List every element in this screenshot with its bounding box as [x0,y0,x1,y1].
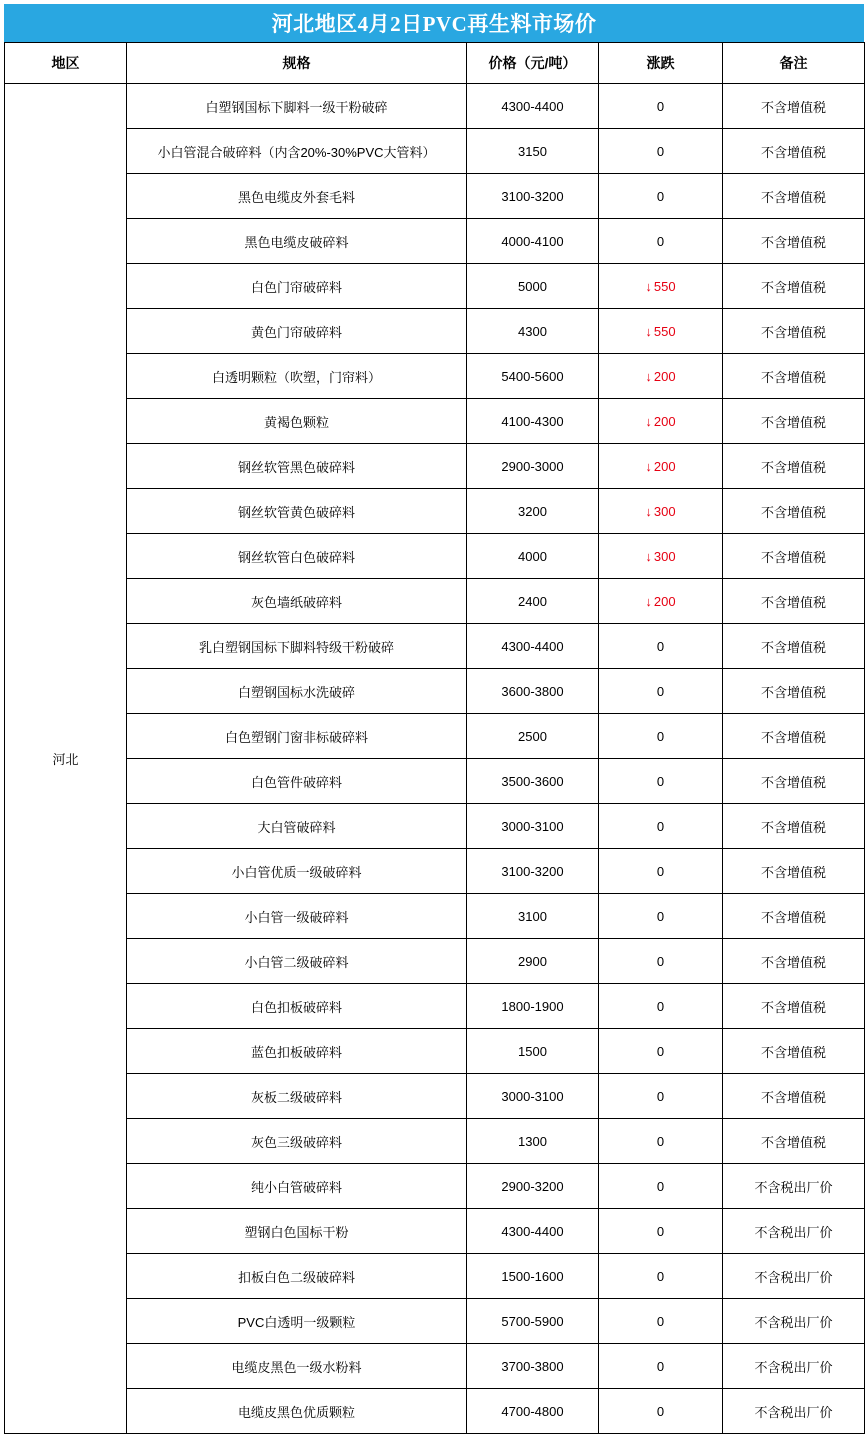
change-value: 300 [653,548,676,564]
price-cell: 3200 [467,489,599,534]
table-row [5,489,865,534]
note-cell: 不含增值税 [723,939,865,984]
change-cell [599,714,723,759]
spec-cell: 钢丝软管黄色破碎料 [127,489,467,534]
change-cell [599,1254,723,1299]
spec-cell: 白色门帘破碎料 [127,264,467,309]
table-row [5,939,865,984]
spec-cell: 小白管混合破碎料（内含20%-30%PVC大管料） [127,129,467,174]
spec-cell: PVC白透明一级颗粒 [127,1299,467,1344]
change-cell [599,489,723,534]
table-row [5,804,865,849]
change-value: 200 [653,593,676,609]
note-cell: 不含增值税 [723,1074,865,1119]
spec-cell: 白色塑钢门窗非标破碎料 [127,714,467,759]
spec-cell: 小白管优质一级破碎料 [127,849,467,894]
spec-cell: 纯小白管破碎料 [127,1164,467,1209]
note-cell: 不含增值税 [723,849,865,894]
note-cell: 不含增值税 [723,579,865,624]
arrow-down-icon: ↓ [645,458,652,474]
spec-cell: 灰色三级破碎料 [127,1119,467,1164]
table-row [5,84,865,129]
table-row [5,129,865,174]
table-row [5,759,865,804]
region-cell: 河北 [5,84,127,1434]
price-cell: 3500-3600 [467,759,599,804]
table-row [5,1209,865,1254]
table-row [5,894,865,939]
note-cell: 不含增值税 [723,804,865,849]
spec-cell: 钢丝软管白色破碎料 [127,534,467,579]
table-row [5,714,865,759]
note-cell: 不含增值税 [723,669,865,714]
price-cell: 1800-1900 [467,984,599,1029]
spec-cell: 灰板二级破碎料 [127,1074,467,1119]
change-value: 0 [656,1043,665,1059]
spec-cell: 白色扣板破碎料 [127,984,467,1029]
change-value: 0 [656,1403,665,1419]
spec-cell: 电缆皮黑色优质颗粒 [127,1389,467,1434]
change-value: 300 [653,503,676,519]
table-row [5,849,865,894]
price-cell: 2900-3200 [467,1164,599,1209]
arrow-down-icon: ↓ [645,503,652,519]
price-cell: 3000-3100 [467,804,599,849]
spec-cell: 黄褐色颗粒 [127,399,467,444]
note-cell: 不含增值税 [723,714,865,759]
change-value: 0 [656,1268,665,1284]
price-cell: 5400-5600 [467,354,599,399]
price-cell: 2900 [467,939,599,984]
column-header-spec: 规格 [127,43,467,84]
price-cell: 4100-4300 [467,399,599,444]
table-row [5,1299,865,1344]
change-cell [599,1209,723,1254]
arrow-down-icon: ↓ [645,593,652,609]
note-cell: 不含增值税 [723,1029,865,1074]
note-cell: 不含增值税 [723,1119,865,1164]
price-cell: 3600-3800 [467,669,599,714]
note-cell: 不含增值税 [723,444,865,489]
price-cell: 4300-4400 [467,84,599,129]
table-row [5,1074,865,1119]
change-value: 0 [656,1313,665,1329]
change-cell [599,1344,723,1389]
spec-cell: 钢丝软管黑色破碎料 [127,444,467,489]
change-cell [599,804,723,849]
change-cell [599,624,723,669]
spec-cell: 黄色门帘破碎料 [127,309,467,354]
table-row [5,174,865,219]
page-title [4,4,864,42]
change-value: 200 [653,368,676,384]
change-value: 0 [656,728,665,744]
change-cell [599,1299,723,1344]
table-header-row [5,43,865,84]
note-cell: 不含税出厂价 [723,1299,865,1344]
change-value: 0 [656,143,665,159]
price-cell: 3100-3200 [467,849,599,894]
price-cell: 2900-3000 [467,444,599,489]
note-cell: 不含增值税 [723,129,865,174]
change-value: 550 [653,278,676,294]
table-body [5,84,865,1434]
table-row [5,984,865,1029]
change-value: 0 [656,773,665,789]
spec-cell: 塑钢白色国标干粉 [127,1209,467,1254]
table-row [5,1389,865,1434]
table-row [5,1344,865,1389]
change-cell [599,849,723,894]
price-cell: 2400 [467,579,599,624]
price-cell: 5000 [467,264,599,309]
table-row [5,354,865,399]
change-cell [599,354,723,399]
change-value: 200 [653,458,676,474]
change-value: 0 [656,1358,665,1374]
note-cell: 不含增值税 [723,624,865,669]
spec-cell: 白色管件破碎料 [127,759,467,804]
change-cell [599,534,723,579]
change-value: 0 [656,1223,665,1239]
change-value: 0 [656,953,665,969]
table-header [5,43,865,84]
price-cell: 4300-4400 [467,624,599,669]
price-cell: 4000-4100 [467,219,599,264]
table-row [5,579,865,624]
change-value: 200 [653,413,676,429]
price-cell: 1500-1600 [467,1254,599,1299]
change-value: 0 [656,908,665,924]
arrow-down-icon: ↓ [645,368,652,384]
note-cell: 不含税出厂价 [723,1254,865,1299]
table-row [5,309,865,354]
table-row [5,1254,865,1299]
change-value: 0 [656,1178,665,1194]
arrow-down-icon: ↓ [645,413,652,429]
note-cell: 不含税出厂价 [723,1164,865,1209]
change-cell [599,309,723,354]
note-cell: 不含增值税 [723,174,865,219]
note-cell: 不含增值税 [723,219,865,264]
price-table [4,42,865,1434]
spec-cell: 电缆皮黑色一级水粉料 [127,1344,467,1389]
change-cell [599,1164,723,1209]
price-cell: 4300 [467,309,599,354]
change-cell [599,669,723,714]
price-cell: 3000-3100 [467,1074,599,1119]
change-cell [599,1119,723,1164]
arrow-down-icon: ↓ [645,548,652,564]
price-cell: 3700-3800 [467,1344,599,1389]
table-row [5,534,865,579]
change-value: 0 [656,818,665,834]
spec-cell: 白透明颗粒（吹塑，门帘料） [127,354,467,399]
spec-cell: 小白管二级破碎料 [127,939,467,984]
spec-cell: 蓝色扣板破碎料 [127,1029,467,1074]
note-cell: 不含增值税 [723,399,865,444]
price-cell: 1500 [467,1029,599,1074]
change-value: 0 [656,1088,665,1104]
note-cell: 不含税出厂价 [723,1209,865,1254]
change-cell [599,1074,723,1119]
table-row [5,1119,865,1164]
price-cell: 4700-4800 [467,1389,599,1434]
price-cell: 4300-4400 [467,1209,599,1254]
arrow-down-icon: ↓ [645,323,652,339]
change-value: 0 [656,998,665,1014]
note-cell: 不含增值税 [723,534,865,579]
column-header-note: 备注 [723,43,865,84]
change-value: 0 [656,98,665,114]
table-row [5,264,865,309]
spec-cell: 黑色电缆皮破碎料 [127,219,467,264]
note-cell: 不含增值税 [723,759,865,804]
price-cell: 3100-3200 [467,174,599,219]
change-cell [599,84,723,129]
change-cell [599,264,723,309]
price-cell: 5700-5900 [467,1299,599,1344]
spec-cell: 乳白塑钢国标下脚料特级干粉破碎 [127,624,467,669]
change-cell [599,984,723,1029]
table-row [5,399,865,444]
change-cell [599,894,723,939]
spec-cell: 大白管破碎料 [127,804,467,849]
note-cell: 不含增值税 [723,84,865,129]
table-row [5,1164,865,1209]
table-row [5,219,865,264]
page-title-text: 河北地区4月2日PVC再生料市场价 [271,12,597,36]
page-root [0,4,868,1434]
note-cell: 不含税出厂价 [723,1389,865,1434]
change-value: 0 [656,683,665,699]
table-row [5,669,865,714]
change-cell [599,129,723,174]
price-cell: 3150 [467,129,599,174]
price-cell: 4000 [467,534,599,579]
change-cell [599,219,723,264]
change-value: 550 [653,323,676,339]
change-cell [599,1029,723,1074]
price-cell: 1300 [467,1119,599,1164]
note-cell: 不含增值税 [723,894,865,939]
note-cell: 不含增值税 [723,984,865,1029]
change-cell [599,444,723,489]
price-cell: 3100 [467,894,599,939]
spec-cell: 灰色墙纸破碎料 [127,579,467,624]
column-header-change: 涨跌 [599,43,723,84]
change-cell [599,759,723,804]
change-value: 0 [656,1133,665,1149]
note-cell: 不含增值税 [723,489,865,534]
price-cell: 2500 [467,714,599,759]
change-cell [599,939,723,984]
note-cell: 不含增值税 [723,309,865,354]
note-cell: 不含增值税 [723,264,865,309]
column-header-region: 地区 [5,43,127,84]
change-cell [599,399,723,444]
change-value: 0 [656,233,665,249]
spec-cell: 小白管一级破碎料 [127,894,467,939]
change-cell [599,579,723,624]
spec-cell: 黑色电缆皮外套毛料 [127,174,467,219]
change-cell [599,1389,723,1434]
arrow-down-icon: ↓ [645,278,652,294]
change-value: 0 [656,188,665,204]
note-cell: 不含增值税 [723,354,865,399]
change-value: 0 [656,863,665,879]
note-cell: 不含税出厂价 [723,1344,865,1389]
column-header-price: 价格（元/吨） [467,43,599,84]
table-row [5,444,865,489]
spec-cell: 白塑钢国标水洗破碎 [127,669,467,714]
spec-cell: 白塑钢国标下脚料一级干粉破碎 [127,84,467,129]
spec-cell: 扣板白色二级破碎料 [127,1254,467,1299]
change-cell [599,174,723,219]
table-row [5,624,865,669]
change-value: 0 [656,638,665,654]
table-row [5,1029,865,1074]
